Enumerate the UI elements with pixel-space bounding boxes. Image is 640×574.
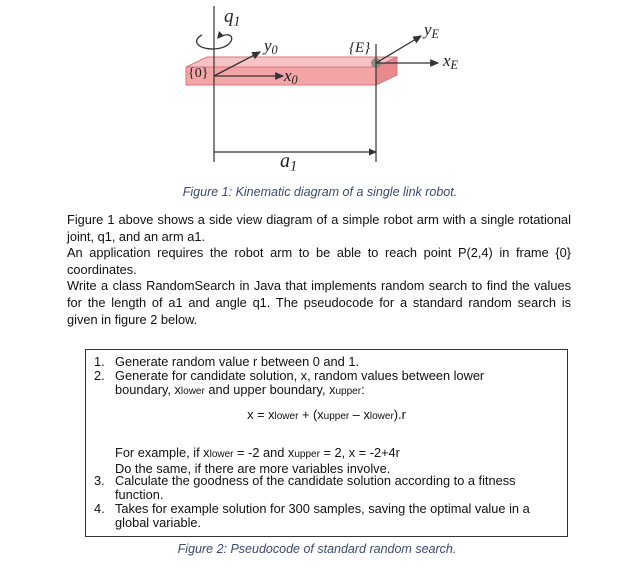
label-frameE: {E}	[349, 40, 371, 56]
pseudocode-box: 1. Generate random value r between 0 and 1. 2. Generate for candidate solution, x, random values between lower boundary, xlower and upper boundary, xupper: x = xlower + (xupper – xlower).r For example, if xlower = -2 and xupper = 2, x = -2+4r Do the same, if there are more variables involve. 3. Calculate the goodness of the candidate solution according to a fitness function. 4. Takes for example solution for 300 samples, saving the optimal value in a global variable.	[85, 349, 568, 537]
figure2-caption: Figure 2: Pseudocode of standard random search.	[177, 542, 457, 556]
label-x0: $x_0$	[284, 66, 298, 88]
yE-axis-arrow	[376, 36, 421, 63]
label-xE: $x_E$	[443, 51, 459, 73]
description-paragraph-2: An application requires the robot arm to be able to reach point P(2,4) in frame {0} coordinates.	[67, 245, 571, 277]
kinematic-diagram	[0, 0, 640, 190]
label-yE: $y_E$	[424, 20, 440, 42]
random-value-formula: x = xlower + (xupper – xlower).r	[247, 407, 406, 422]
description-paragraph-3: Write a class RandomSearch in Java that implements random search to find the values for the length of a1 and angle q1. The pseudocode for a standard random search is given in figure 2 below.	[67, 278, 571, 327]
label-a1: $a_1$	[280, 150, 298, 175]
label-y0: $y_0$	[264, 36, 278, 58]
figure1-caption: Figure 1: Kinematic diagram of a single link robot.	[182, 185, 458, 199]
kinematic-diagram-svg	[0, 0, 640, 190]
description-paragraph-1: Figure 1 above shows a side view diagram of a simple robot arm with a single rotational joint, q1, and an arm a1.	[67, 212, 571, 244]
pseudocode-step-2: 2. Generate for candidate solution, x, random values between lower boundary, xlower and upper boundary, xupper:	[94, 368, 485, 398]
label-frame0: {0}	[188, 66, 209, 81]
label-q1: $q_1$	[224, 6, 241, 29]
description-text	[67, 212, 571, 328]
